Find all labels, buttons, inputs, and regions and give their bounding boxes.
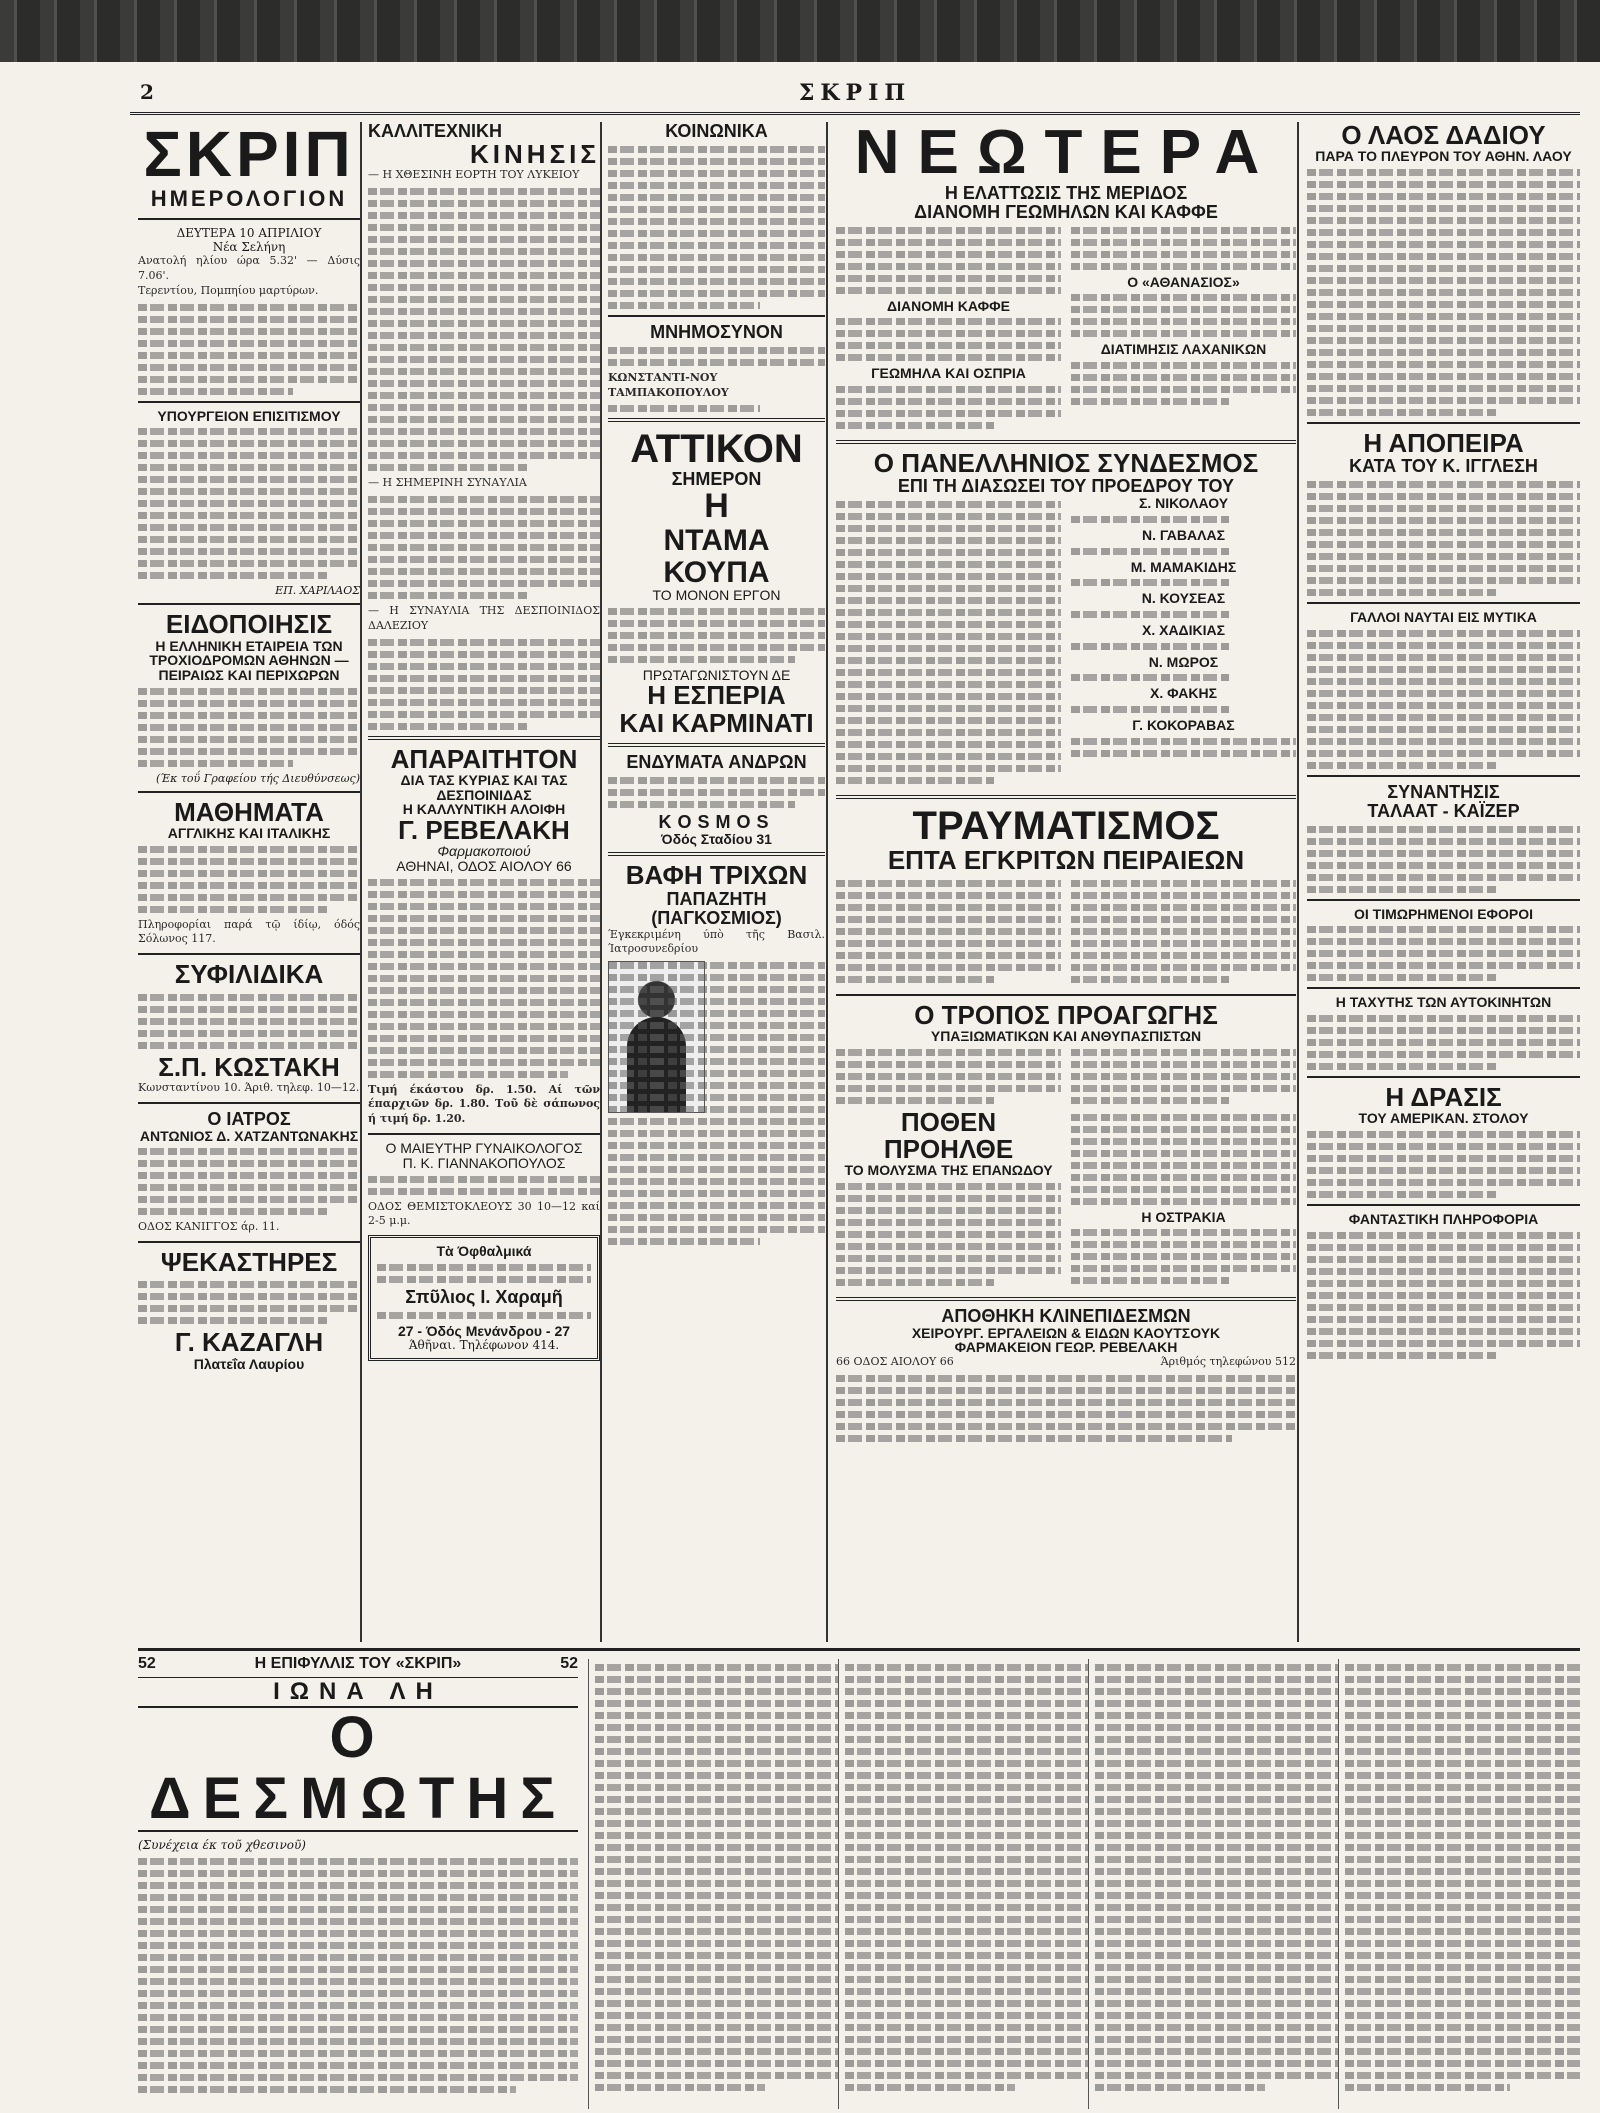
revelaki-address: ΑΘΗΝΑΙ, ΟΔΟΣ ΑΙΟΛΟΥ 66 (396, 857, 572, 874)
today-label: ΣΗΜΕΡΟΝ (671, 469, 762, 490)
notice-title: ΕΙΔΟΠΟΙΗΣΙΣ (165, 609, 333, 640)
date: ΔΕΥΤΕΡΑ 10 ΑΠΡΙΛΙΟΥ (176, 226, 322, 240)
lessons-subtitle: ΑΓΓΛΙΚΗΣ ΚΑΙ ΙΤΑΛΙΚΗΣ (167, 824, 331, 841)
ephors-title: ΟΙ ΤΙΜΩΡΗΜΕΝΟΙ ΕΦΟΡΟΙ (1353, 905, 1534, 922)
saints: Τερεντίου, Πομπηίου μαρτύρων. (138, 283, 319, 297)
art-title-1: ΚΑΛΛΙΤΕΧΝΙΚΗ (368, 122, 503, 141)
vegetables-subtitle: ΔΙΑΤΙΜΗΣΙΣ ΛΑΧΑΝΙΚΩΝ (1100, 341, 1267, 358)
potatoes-subtitle: ΓΕΩΜΗΛΑ ΚΑΙ ΟΣΠΡΙΑ (871, 365, 1026, 382)
eye-phone: Άθῆναι. Τηλέφωνον 414. (408, 1338, 560, 1353)
fantastic-title: ΦΑΝΤΑΣΤΙΚΗ ΠΛΗΡΟΦΟΡΙΑ (1348, 1211, 1539, 1227)
papazhth-name: ΠΑΠΑΖΗΤΗ (ΠΑΓΚΟΣΜΙΟΣ) (651, 888, 782, 928)
serial-author: ΙΩΝΑ ΛΗ (273, 1678, 443, 1705)
kazagli-address: Πλατεΐα Λαυρίου (193, 1355, 305, 1372)
union-member: Χ. ΦΑΚΗΣ (1150, 685, 1217, 702)
gyn-name: Π. Κ. ΓΙΑΝΝΑΚΟΠΟΥΛΟΣ (402, 1154, 566, 1171)
required-title: ΑΠΑΡΑΙΤΗΤΟΝ (390, 743, 578, 774)
eye-title: Τὰ Όφθαλμικά (436, 1243, 532, 1260)
neotera-title: ΝΕΩΤΕΡΑ (854, 122, 1278, 187)
serial-caption-row (138, 1651, 578, 1678)
eye-address: 27 - Όδός Μενάνδρου - 27 (397, 1322, 571, 1339)
union-title: Ο ΠΑΝΕΛΛΗΝΙΟΣ ΣΥΝΔΕΣΜΟΣ (873, 448, 1259, 479)
stars-label: ΠΡΩΤΑΓΩΝΙΣΤΟΥΝ ΔΕ (642, 666, 791, 683)
dadi-title: Ο ΛΑΟΣ ΔΑΔΙΟΥ (1341, 122, 1546, 150)
speed-title: Η ΤΑΧΥΤΗΣ ΤΩΝ ΑΥΤΟΚΙΝΗΤΩΝ (1335, 994, 1552, 1011)
lessons-address: Πληροφορίαι παρά τῷ ίδίῳ, όδός Σόλωνος 117. (138, 917, 360, 946)
pharmacist-label: Φαρμακοποιού (437, 843, 531, 860)
column-4 (826, 122, 1296, 1642)
column-3 (600, 122, 825, 1642)
column-5 (1297, 122, 1580, 1642)
whence-subtitle: ΤΟ ΜΟΛΥΣΜΑ ΤΗΣ ΕΠΑΝΩΔΟΥ (844, 1162, 1053, 1179)
kostaki-name: Σ.Π. ΚΩΣΤΑΚΗ (158, 1051, 340, 1082)
gyn-title: Ο ΜΑΙΕΥΤΗΡ ΓΥΝΑΙΚΟΛΟΓΟΣ (385, 1140, 583, 1157)
eta-letter: Η (704, 487, 729, 526)
revelaki-name: Γ. ΡΕΒΕΛΑΚΗ (398, 814, 570, 845)
serial-column-4 (1088, 1659, 1338, 2109)
store-phone: Άριθμός τηλεφώνου 512 (1160, 1355, 1296, 1369)
union-member: Μ. ΜΑΜΑΚΙΔΗΣ (1130, 558, 1237, 575)
karminati: ΚΑΙ ΚΑΡΜΙΝΑΤΙ (619, 707, 814, 738)
promotion-subtitle: ΥΠΑΞΙΩΜΑΤΙΚΩΝ ΚΑΙ ΑΝΘΥΠΑΣΠΙΣΤΩΝ (930, 1027, 1202, 1044)
lessons-title: ΜΑΘΗΜΑΤΑ (174, 796, 324, 827)
ointment-prices: Τιμή έκάστου δρ. 1.50. Αί τῶν έπαρχιῶν δρ. 1.80. Τοῦ δὲ σάπωνος ή τιμή δρ. 1.20. (368, 1082, 600, 1126)
despo-concert-heading: — Η ΣΥΝΑΥΛΙΑ ΤΗΣ ΔΕΣΠΟΙΝΙΔΟΣ ΔΑΛΕΖΙΟΥ (368, 603, 600, 632)
serial-header-block (138, 1651, 578, 2111)
coffee-subtitle: ΔΙΑΝΟΜΗ ΚΑΦΦΕ (887, 297, 1010, 314)
social-title: ΚΟΙΝΩΝΙΚΑ (665, 122, 768, 141)
art-title-2: ΚΙΝΗΣΙΣ (470, 138, 600, 169)
sailors-title: ΓΑΛΛΟΙ ΝΑΥΤΑΙ ΕΙΣ ΜΥΤΙΚΑ (1350, 609, 1537, 626)
whence-title: ΠΟΘΕΝ ΠΡΟΗΛΘΕ (883, 1106, 1014, 1164)
dadi-subtitle: ΠΑΡΑ ΤΟ ΠΛΕΥΡΟΝ ΤΟΥ ΑΘΗΝ. ΛΑΟΥ (1315, 148, 1572, 165)
calendar-title: ΗΜΕΡΟΛΟΓΙΟΝ (150, 186, 348, 211)
union-member: Ν. ΜΩΡΟΣ (1148, 653, 1219, 670)
dye-note: Έγκεκριμένη ύπὸ τῆς Βασιλ. Ίατροσυνεδρίου (608, 927, 825, 956)
union-member: Γ. ΚΟΚΟΡΑΒΑΣ (1132, 717, 1235, 734)
ostrakia-subtitle: Η ΟΣΤΡΑΚΙΑ (1141, 1208, 1226, 1225)
distribution-title: ΔΙΑΝΟΜΗ ΓΕΩΜΗΛΩΝ ΚΑΙ ΚΑΦΦΕ (914, 201, 1218, 222)
serial-column-5 (1338, 1659, 1580, 2109)
serial-number-left: 52 (138, 1655, 156, 1672)
syphilis-title: ΣΥΦΙΛΙΔΙΚΑ (174, 959, 324, 990)
gyn-address: ΟΔΟΣ ΘΕΜΙΣΤΟΚΛΕΟΥΣ 30 10—12 καί 2-5 μ.μ. (368, 1199, 600, 1228)
masthead: ΣΚΡΙΠ (143, 122, 355, 190)
ointment-label: Η ΚΑΛΛΥΝΤΙΚΗ ΑΛΟΙΦΗ (402, 801, 566, 818)
injuries-subtitle: ΕΠΤΑ ΕΓΚΡΙΤΩΝ ΠΕΙΡΑΙΕΩΝ (887, 845, 1245, 876)
serial-continued: (Συνέχεια έκ τοῦ χθεσινοῦ) (138, 1837, 306, 1852)
doctor-title: Ο ΙΑΤΡΟΣ (207, 1108, 291, 1129)
promotion-title: Ο ΤΡΟΠΟΣ ΠΡΟΑΓΩΓΗΣ (914, 999, 1218, 1030)
store-address: 66 ΟΔΟΣ ΑΙΟΛΟΥ 66 (836, 1355, 954, 1369)
esperia: Η ΕΣΠΕΡΙΑ (647, 680, 786, 711)
moon-phase: Νέα Σελήνη (212, 240, 286, 254)
serial-column-3 (838, 1659, 1088, 2109)
column-2 (360, 122, 600, 1642)
only-work: ΤΟ ΜΟΝΟΝ ΕΡΓΟΝ (652, 587, 781, 604)
scan-edge (0, 0, 1600, 62)
eye-ad (368, 1235, 600, 1361)
meetings-title: ΣΥΝΑΝΤΗΣΙΣ (1387, 781, 1500, 802)
concert-heading: — Η ΣΗΜΕΡΙΝΗ ΣΥΝΑΥΛΙΑ (368, 476, 527, 490)
fleet-subtitle: ΤΟΥ ΑΜΕΡΙΚΑΝ. ΣΤΟΛΟΥ (1358, 1110, 1529, 1127)
store-subtitle: ΧΕΙΡΟΥΡΓ. ΕΡΓΑΛΕΙΩΝ & ΕΙΔΩΝ ΚΑΟΥΤΣΟΥΚ (911, 1324, 1221, 1341)
sprayers-title: ΨΕΚΑΣΤΗΡΕΣ (160, 1247, 338, 1278)
notice-subtitle: Η ΕΛΛΗΝΙΚΗ ΕΤΑΙΡΕΙΑ ΤΩΝ ΤΡΟΧΙΟΔΡΟΜΩΝ ΑΘΗΝΩΝ — ΠΕΙΡΑΙΩΣ ΚΑΙ ΠΕΡΙΧΩΡΩΝ (149, 637, 349, 683)
serial-section (138, 1648, 1580, 2111)
union-subtitle: ΕΠΙ ΤΗ ΔΙΑΣΩΣΕΙ ΤΟΥ ΠΡΟΕΔΡΟΥ ΤΟΥ (897, 476, 1235, 497)
serial-column-2 (588, 1659, 838, 2109)
ministry-title: ΥΠΟΥΡΓΕΙΟΝ ΕΠΙΣΙΤΙΣΜΟΥ (157, 407, 341, 424)
store-pharmacy: ΦΑΡΜΑΚΕΙΟΝ ΓΕΩΡ. ΡΕΒΕΛΑΚΗ (954, 1339, 1178, 1356)
ntama-title: ΝΤΑΜΑ ΚΟΥΠΑ (663, 524, 770, 589)
ration-title: Η ΕΛΑΤΤΩΣΙΣ ΤΗΣ ΜΕΡΙΔΟΣ (944, 183, 1188, 203)
kosmos-name: KOSMOS (658, 811, 775, 832)
menswear-title: ΕΝΔΥΜΑΤΑ ΑΝΔΡΩΝ (626, 752, 807, 773)
talaat-title: ΤΑΛΑΑΤ - ΚΑΪΖΕΡ (1367, 800, 1520, 821)
memorial-title: ΜΝΗΜΟΣΥΝΟΝ (650, 321, 783, 342)
paper-name: ΣΚΡΙΠ (798, 80, 912, 106)
union-member: Ν. ΚΟΥΣΕΑΣ (1141, 590, 1226, 607)
serial-title: Ο ΔΕΣΜΩΤΗΣ (138, 1706, 578, 1832)
ministry-signature: ΕΠ. ΧΑΡΙΛΑΟΣ (275, 584, 360, 598)
dye-title: ΒΑΦΗ ΤΡΙΧΩΝ (625, 860, 808, 891)
kostaki-address: Κωνσταντίνου 10. Άριθ. τηλεφ. 10—12. (138, 1080, 360, 1094)
serial-number-right: 52 (560, 1655, 578, 1672)
sun-times: Ανατολή ηλίου ώρα 5.32' — Δύσις 7.06'. (138, 254, 360, 282)
kosmos-address: Όδός Σταδίου 31 (661, 830, 772, 847)
injuries-title: ΤΡΑΥΜΑΤΙΣΜΟΣ (912, 804, 1220, 849)
kazagli-name: Γ. ΚΑΖΑΓΛΗ (174, 1327, 324, 1358)
lyceum-heading: — Η ΧΘΕΣΙΝΗ ΕΟΡΤΗ ΤΟΥ ΛΥΚΕΙΟΥ (368, 168, 580, 182)
doctor-address: ΟΔΟΣ ΚΑΝΙΓΓΟΣ άρ. 11. (138, 1220, 280, 1234)
serial-caption: Η ΕΠΙΦΥΛΛΙΣ ΤΟΥ «ΣΚΡΙΠ» (254, 1655, 462, 1672)
eye-name: Σπῦλιος Ι. Χαραμῆ (405, 1286, 563, 1307)
athanasios-subtitle: Ο «ΑΘΑΝΑΣΙΟΣ» (1127, 273, 1240, 290)
union-member: Σ. ΝΙΚΟΛΑΟΥ (1138, 495, 1229, 512)
attempt-title: Η ΑΠΟΠΕΙΡΑ (1363, 427, 1524, 458)
fleet-title: Η ΔΡΑΣΙΣ (1385, 1082, 1502, 1113)
required-subtitle: ΔΙΑ ΤΑΣ ΚΥΡΙΑΣ ΚΑΙ ΤΑΣ ΔΕΣΠΟΙΝΙΔΑΣ (400, 771, 568, 803)
column-1 (138, 122, 360, 1642)
store-title: ΑΠΟΘΗΚΗ ΚΛΙΝΕΠΙΔΕΣΜΩΝ (941, 1305, 1191, 1326)
notice-signature: (Έκ τοΰ Γραφείου τής Διευθύνσεως) (155, 771, 360, 785)
union-member: Χ. ΧΑΔΙΚΙΑΣ (1141, 622, 1226, 639)
union-member: Ν. ΓΑΒΑΛΑΣ (1142, 527, 1225, 544)
memorial-name: ΚΩΝΣΤΑΝΤΙ-ΝΟΥ ΤΑΜΠΑΚΟΠΟΥΛΟΥ (608, 370, 729, 399)
running-head (130, 80, 1580, 115)
page-number: 2 (140, 80, 154, 104)
attempt-subtitle: ΚΑΤΑ ΤΟΥ Κ. ΙΓΓΛΕΣΗ (1349, 456, 1538, 477)
attikon-title: ΑΤΤΙΚΟΝ (630, 427, 803, 472)
doctor-name: ΑΝΤΩΝΙΟΣ Δ. ΧΑΤΖΑΝΤΩΝΑΚΗΣ (139, 1127, 359, 1144)
